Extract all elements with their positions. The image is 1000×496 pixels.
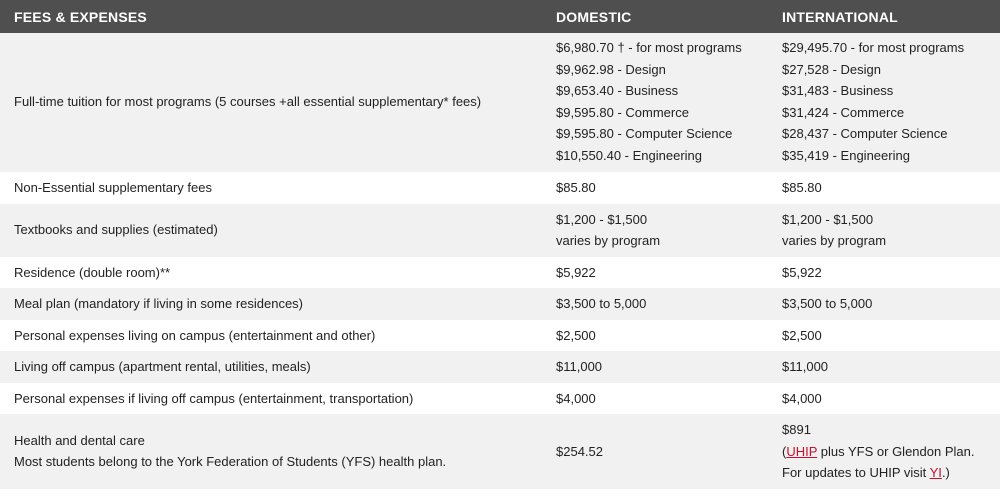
domestic-value: $4,000 (556, 390, 596, 406)
row-label-cell (0, 257, 542, 289)
international-value: $4,000 (782, 390, 822, 406)
header-domestic: DOMESTIC (542, 0, 768, 33)
uhip-link[interactable]: UHIP (786, 443, 818, 459)
domestic-cell (542, 204, 768, 257)
row-label: Textbooks and supplies (estimated) (14, 222, 218, 238)
row-label: Personal expenses if living off campus (entertainment, transportation) (14, 390, 414, 406)
international-value: $28,437 - Computer Science (782, 126, 948, 141)
international-cell (768, 414, 1000, 489)
table-row (0, 172, 1000, 204)
row-label-cell (0, 288, 542, 320)
international-value: $2,500 (782, 327, 822, 343)
international-cell (768, 383, 1000, 415)
note-text: .) (941, 465, 950, 480)
table-row (0, 33, 1000, 172)
international-value: $35,419 - Engineering (782, 147, 910, 163)
table-row (0, 414, 1000, 489)
domestic-value: $5,922 (556, 264, 596, 280)
domestic-value: $11,000 (556, 359, 603, 374)
domestic-cell (542, 351, 768, 383)
international-value: $5,922 (782, 264, 822, 280)
international-value: $891 (782, 422, 811, 437)
row-label-cell (0, 351, 542, 383)
row-label-cell (0, 383, 542, 415)
row-label: Personal expenses living on campus (entertainment and other) (14, 327, 376, 343)
domestic-value: $6,980.70 † - for most programs (556, 40, 742, 55)
international-cell (768, 320, 1000, 352)
domestic-cell (542, 33, 768, 172)
note-text: For updates to UHIP visit (782, 465, 930, 480)
international-cell (768, 351, 1000, 383)
row-label-cell (0, 33, 542, 172)
row-label: Health and dental care (14, 432, 145, 448)
note-text: plus YFS or Glendon Plan. (817, 443, 975, 459)
domestic-value: $9,595.80 - Computer Science (556, 126, 733, 141)
international-cell (768, 288, 1000, 320)
header-fees-expenses: FEES & EXPENSES (0, 0, 542, 33)
domestic-cell (542, 288, 768, 320)
yi-link[interactable]: YI (929, 465, 942, 480)
table-header-row (0, 0, 1000, 33)
domestic-value: $1,200 - $1,500 (556, 211, 648, 227)
row-label: Living off campus (apartment rental, utilities, meals) (14, 359, 311, 374)
uhip-update-note (782, 462, 1000, 484)
international-cell (768, 172, 1000, 204)
table-row (0, 351, 1000, 383)
international-cell (768, 33, 1000, 172)
international-value: $3,500 to 5,000 (782, 296, 873, 311)
international-value: $27,528 - Design (782, 61, 882, 77)
domestic-value: varies by program (556, 233, 661, 248)
international-value: varies by program (782, 233, 887, 248)
international-value: $85.80 (782, 180, 822, 195)
domestic-cell (542, 383, 768, 415)
domestic-value: $10,550.40 - Engineering (556, 147, 703, 163)
international-value: $31,424 - Commerce (782, 104, 905, 120)
row-label: Full-time tuition for most programs (5 courses +all essential supplementary* fees) (14, 93, 482, 109)
domestic-value: $254.52 (556, 443, 603, 459)
domestic-value: $85.80 (556, 180, 596, 195)
row-label-cell (0, 204, 542, 257)
domestic-cell (542, 172, 768, 204)
domestic-value: $9,595.80 - Commerce (556, 104, 689, 120)
domestic-value: $9,653.40 - Business (556, 83, 679, 98)
table-row (0, 320, 1000, 352)
international-value: $31,483 - Business (782, 83, 894, 98)
note-text: ( (782, 443, 787, 459)
row-label: Residence (double room)** (14, 264, 171, 280)
row-label-cell (0, 172, 542, 204)
row-label: Non-Essential supplementary fees (14, 180, 212, 195)
table-row (0, 383, 1000, 415)
row-label: Meal plan (mandatory if living in some residences) (14, 296, 304, 311)
table-body (0, 33, 1000, 489)
domestic-value: $9,962.98 - Design (556, 61, 666, 77)
table-row (0, 204, 1000, 257)
header-international: INTERNATIONAL (768, 0, 1000, 33)
international-value: $29,495.70 - for most programs (782, 40, 965, 55)
international-cell (768, 257, 1000, 289)
row-label: Most students belong to the York Federation of Students (YFS) health plan. (14, 454, 447, 470)
table-row (0, 257, 1000, 289)
domestic-value: $3,500 to 5,000 (556, 296, 647, 311)
row-label-cell (0, 414, 542, 489)
domestic-cell (542, 414, 768, 489)
table-row (0, 288, 1000, 320)
domestic-cell (542, 320, 768, 352)
uhip-note (782, 441, 1000, 463)
international-value: $11,000 (782, 359, 829, 374)
domestic-value: $2,500 (556, 327, 596, 343)
row-label-cell (0, 320, 542, 352)
domestic-cell (542, 257, 768, 289)
international-value: $1,200 - $1,500 (782, 211, 874, 227)
international-cell (768, 204, 1000, 257)
